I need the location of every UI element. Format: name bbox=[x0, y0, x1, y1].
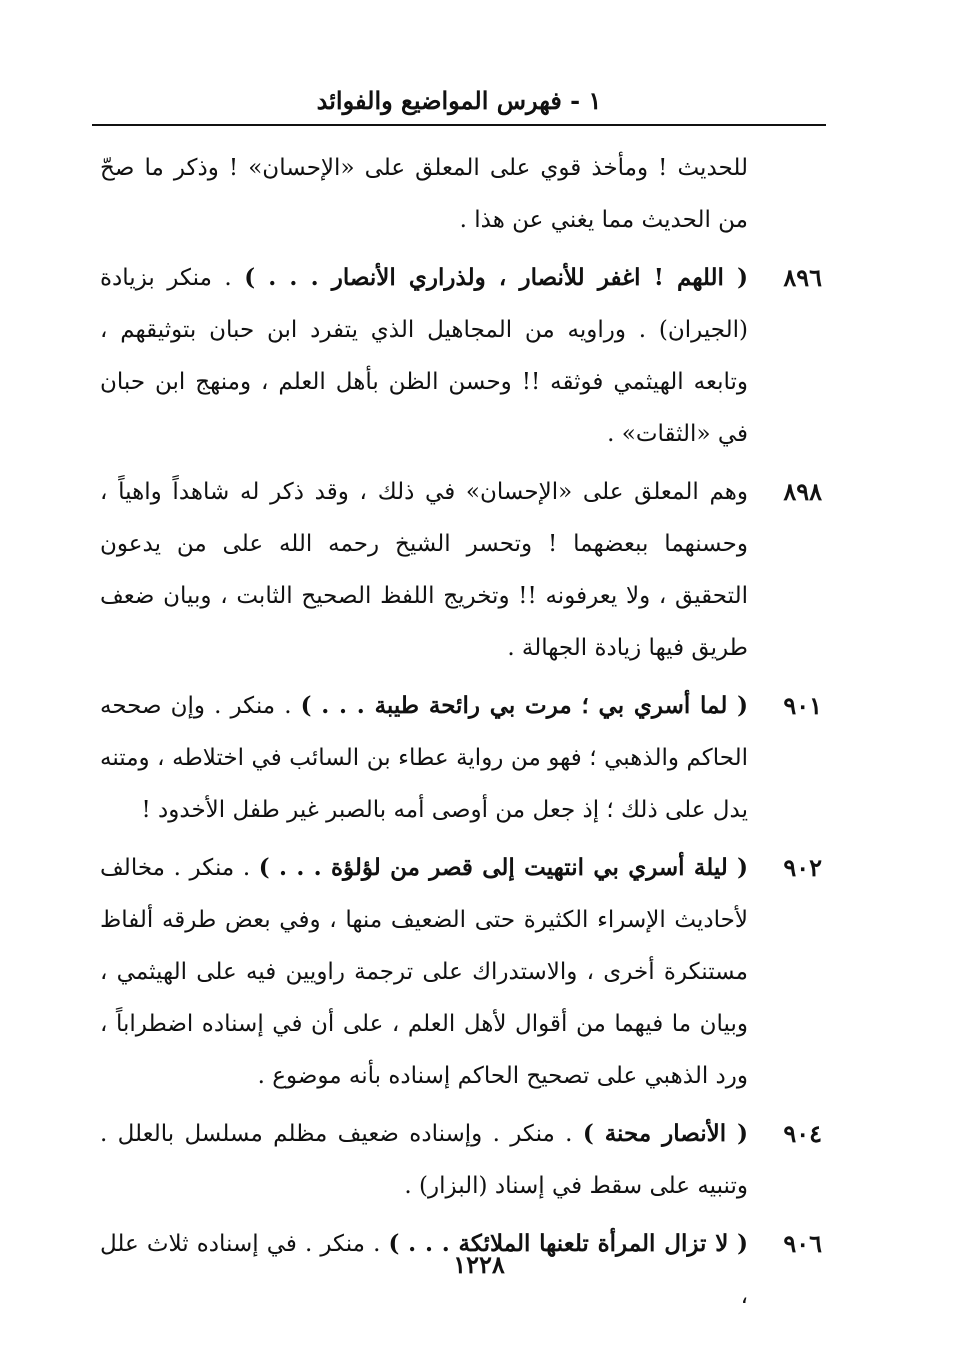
entry-body bbox=[100, 466, 748, 674]
entry-body bbox=[100, 252, 748, 460]
entry-text: . منكر . في إسناده ثلاث علل ، bbox=[100, 1231, 748, 1309]
entry-number: ٨٩٦ bbox=[783, 263, 822, 292]
entry-text: . منكر . وإن صححه الحاكم والذهبي ؛ فهو من رواية عطاء بن السائب في اختلاطه ، ومتنه يدل على ذلك ؛ إذ جعل من أوصى أمه بالصبر غير طفل الأخدود ! bbox=[100, 693, 748, 823]
page-title: ١ - فهرس المواضيع والفوائد bbox=[316, 86, 602, 115]
entry-text: . منكر . وإسناده ضعيف مظلم مسلسل بالعلل . وتنبيه على سقط في إسناد (البزار) . bbox=[100, 1121, 748, 1199]
entry-text: . منكر بزيادة (الجيران) . وراويه من المجاهيل الذي يتفرد ابن حبان بتوثيقهم ، وتابعه الهيثمي فوثقه !! وحسن الظن بأهل العلم ، ومنهج ابن حبان في «الثقات» . bbox=[100, 265, 748, 447]
entry-text: وهم المعلق على «الإحسان» في ذلك ، وقد ذكر له شاهداً واهياً ، وحسنهما ببعضهما ! وتحسر الشيخ رحمه الله على من يدعون التحقيق ، ولا يعرفونه !! وتخريج اللفظ الصحيح الثابت ، وبيان ضعف طريق فيها زيادة الجهالة . bbox=[100, 479, 748, 661]
entry-text: للحديث ! ومأخذ قوي على المعلق على «الإحسان» ! وذكر ما صحّ من الحديث مما يغني عن هذا . bbox=[100, 155, 748, 233]
page-number: ١٢٢٨ bbox=[453, 1250, 505, 1279]
entry-number: ٩٠٦ bbox=[783, 1229, 822, 1258]
index-entry bbox=[100, 466, 822, 674]
index-entry bbox=[100, 1108, 822, 1212]
entry-body bbox=[100, 142, 748, 246]
index-entry bbox=[100, 842, 822, 1102]
entry-body bbox=[100, 842, 748, 1102]
entry-number: ٩٠٢ bbox=[783, 853, 822, 882]
entry-body bbox=[100, 1108, 748, 1212]
hadith-text: ( اللهم ! اغفر للأنصار ، ولذراري الأنصار . . . ) bbox=[244, 264, 748, 291]
hadith-text: ( لما أسري بي ؛ مرت بي رائحة طيبة . . . ) bbox=[300, 692, 748, 719]
entry-number: ٩٠٤ bbox=[783, 1119, 822, 1148]
index-entry bbox=[100, 252, 822, 460]
entry-number: ٨٩٨ bbox=[783, 477, 822, 506]
entry-body bbox=[100, 680, 748, 836]
hadith-text: ( لا تزال المرأة تلعنها الملائكة . . . ) bbox=[388, 1230, 748, 1257]
index-entries bbox=[100, 142, 822, 1328]
hadith-text: ( الأنصار محنة ) bbox=[582, 1120, 749, 1147]
index-entry bbox=[100, 680, 822, 836]
index-entry-continuation bbox=[100, 142, 822, 246]
entry-number: ٩٠١ bbox=[783, 691, 822, 720]
page-header bbox=[92, 76, 826, 126]
hadith-text: ( ليلة أسري بي انتهيت إلى قصر من لؤلؤة . . . ) bbox=[258, 854, 748, 881]
entry-text: . منكر . مخالف لأحاديث الإسراء الكثيرة حتى الضعيف منها ، وفي بعض طرقه ألفاظ مستنكرة أخرى ، والاستدراك على ترجمة راويين فيه على الهيثمي ، وبيان ما فيهما من أقوال لأهل العلم ، على أن في إسناده اضطراباً ، ورد الذهبي على تصحيح الحاكم إسناده بأنه موضوع . bbox=[100, 855, 748, 1089]
